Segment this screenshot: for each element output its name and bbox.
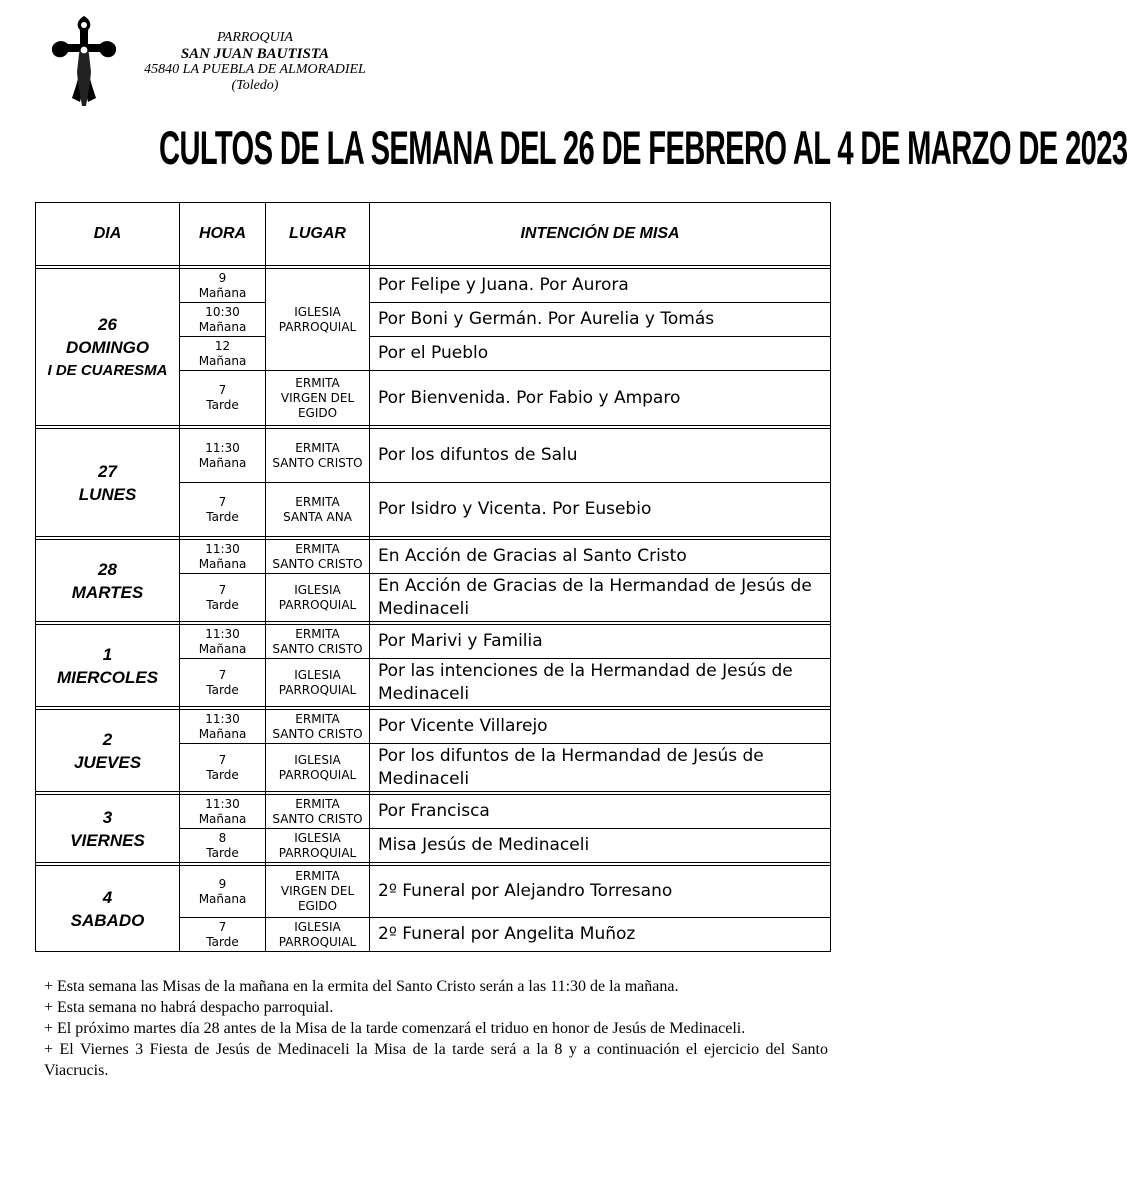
- place-cell: IGLESIA PARROQUIAL: [266, 918, 370, 952]
- announcement: + El Viernes 3 Fiesta de Jesús de Medinaceli la Misa de la tarde será a la 8 y a continuación el ejercicio del Santo Viacrucis.: [44, 1041, 828, 1079]
- parish-name: SAN JUAN BAUTISTA: [180, 46, 330, 62]
- header-lugar: LUGAR: [266, 203, 370, 266]
- intention-cell: Por Francisca: [370, 795, 831, 829]
- parish-address: 45840 LA PUEBLA DE ALMORADIEL: [144, 62, 366, 77]
- time-cell: 11:30 Mañana: [180, 429, 266, 483]
- time-cell: 11:30 Mañana: [180, 625, 266, 659]
- place-cell: ERMITA SANTO CRISTO: [266, 429, 370, 483]
- place-cell: ERMITA SANTO CRISTO: [266, 710, 370, 744]
- intention-cell: Por las intenciones de la Hermandad de Jesús de Medinaceli: [370, 659, 831, 707]
- place-cell: ERMITA SANTO CRISTO: [266, 540, 370, 574]
- time-cell: 7 Tarde: [180, 574, 266, 622]
- table-row: [36, 710, 831, 744]
- intention-cell: En Acción de Gracias de la Hermandad de Jesús de Medinaceli: [370, 574, 831, 622]
- place-cell: ERMITA VIRGEN DEL EGIDO: [266, 371, 370, 426]
- mass-schedule-table: [35, 202, 831, 952]
- intention-cell: 2º Funeral por Alejandro Torresano: [370, 866, 831, 918]
- time-cell: 7 Tarde: [180, 483, 266, 537]
- day-cell: 1 MIERCOLES: [36, 625, 180, 707]
- table-row: [36, 429, 831, 483]
- table-row: [36, 625, 831, 659]
- announcements: [44, 976, 828, 1081]
- place-cell: ERMITA SANTA ANA: [266, 483, 370, 537]
- place-cell: IGLESIA PARROQUIAL: [266, 269, 370, 371]
- time-cell: 7 Tarde: [180, 744, 266, 792]
- day-cell: 26 DOMINGO I DE CUARESMA: [36, 269, 180, 426]
- intention-cell: 2º Funeral por Angelita Muñoz: [370, 918, 831, 952]
- intention-cell: Por Isidro y Vicenta. Por Eusebio: [370, 483, 831, 537]
- place-cell: IGLESIA PARROQUIAL: [266, 744, 370, 792]
- day-cell: 3 VIERNES: [36, 795, 180, 863]
- intention-cell: Por los difuntos de la Hermandad de Jesús de Medinaceli: [370, 744, 831, 792]
- place-cell: IGLESIA PARROQUIAL: [266, 829, 370, 863]
- intention-cell: Por Marivi y Familia: [370, 625, 831, 659]
- time-cell: 8 Tarde: [180, 829, 266, 863]
- parish-label: PARROQUIA: [217, 30, 293, 45]
- announcement: + Esta semana no habrá despacho parroquial.: [44, 999, 334, 1016]
- time-cell: 7 Tarde: [180, 371, 266, 426]
- place-cell: ERMITA SANTO CRISTO: [266, 625, 370, 659]
- place-cell: ERMITA VIRGEN DEL EGIDO: [266, 866, 370, 918]
- intention-cell: Por Bienvenida. Por Fabio y Amparo: [370, 371, 831, 426]
- time-cell: 12 Mañana: [180, 337, 266, 371]
- parish-province: (Toledo): [231, 78, 279, 93]
- time-cell: 11:30 Mañana: [180, 710, 266, 744]
- header-intencion: INTENCIÓN DE MISA: [370, 203, 831, 266]
- header-hora: HORA: [180, 203, 266, 266]
- time-cell: 11:30 Mañana: [180, 540, 266, 574]
- table-row: [36, 866, 831, 918]
- table-row: [36, 795, 831, 829]
- intention-cell: Por Felipe y Juana. Por Aurora: [370, 269, 831, 303]
- cross-of-saint-james-logo: [46, 14, 122, 110]
- time-cell: 11:30 Mañana: [180, 795, 266, 829]
- parish-header: [120, 30, 390, 94]
- table-row: [36, 269, 831, 303]
- announcement: + Esta semana las Misas de la mañana en la ermita del Santo Cristo serán a las 11:30 de la mañana.: [44, 978, 679, 995]
- table-row: [36, 540, 831, 574]
- time-cell: 9 Mañana: [180, 866, 266, 918]
- table-header-row: [36, 203, 831, 266]
- place-cell: IGLESIA PARROQUIAL: [266, 659, 370, 707]
- page-title: CULTOS DE LA SEMANA DEL 26 DE FEBRERO AL 4 DE MARZO DE 2023: [159, 121, 1127, 174]
- day-cell: 2 JUEVES: [36, 710, 180, 792]
- time-cell: 10:30 Mañana: [180, 303, 266, 337]
- place-cell: ERMITA SANTO CRISTO: [266, 795, 370, 829]
- time-cell: 7 Tarde: [180, 918, 266, 952]
- intention-cell: Por Boni y Germán. Por Aurelia y Tomás: [370, 303, 831, 337]
- header-dia: DIA: [36, 203, 180, 266]
- place-cell: IGLESIA PARROQUIAL: [266, 574, 370, 622]
- day-cell: 28 MARTES: [36, 540, 180, 622]
- announcement: + El próximo martes día 28 antes de la Misa de la tarde comenzará el triduo en honor de Jesús de Medinaceli.: [44, 1020, 746, 1037]
- time-cell: 9 Mañana: [180, 269, 266, 303]
- intention-cell: En Acción de Gracias al Santo Cristo: [370, 540, 831, 574]
- day-cell: 4 SABADO: [36, 866, 180, 952]
- day-cell: 27 LUNES: [36, 429, 180, 537]
- intention-cell: Por los difuntos de Salu: [370, 429, 831, 483]
- intention-cell: Por Vicente Villarejo: [370, 710, 831, 744]
- intention-cell: Por el Pueblo: [370, 337, 831, 371]
- intention-cell: Misa Jesús de Medinaceli: [370, 829, 831, 863]
- time-cell: 7 Tarde: [180, 659, 266, 707]
